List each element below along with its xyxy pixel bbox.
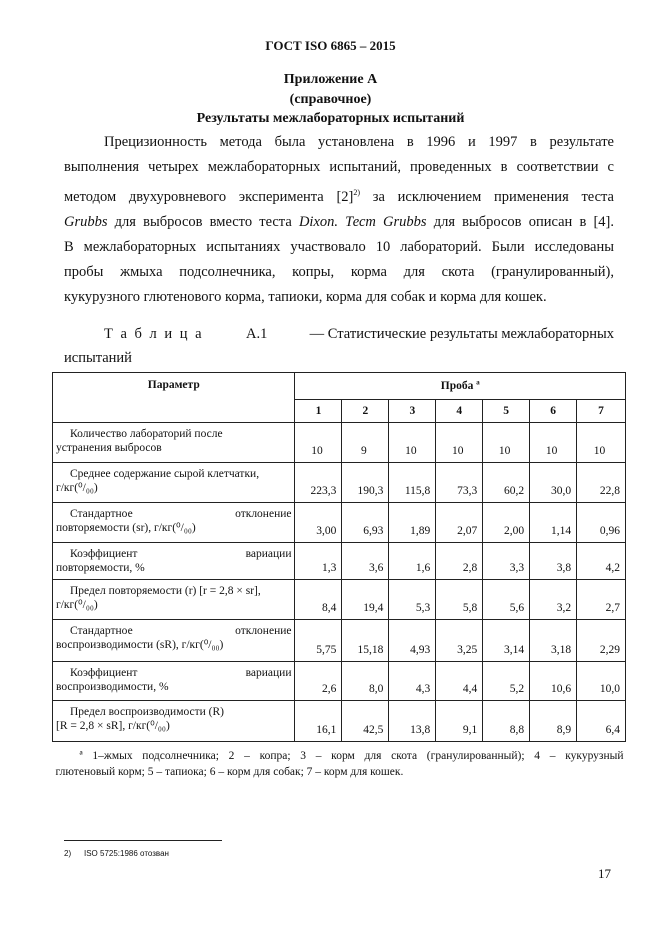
value-cell: 1,6 bbox=[389, 543, 436, 580]
table-footnote: ª 1–жмых подсолнечника; 2 – копра; 3 – корм для скота (гранулированный); 4 – кукурузный глютеновый корм; 5 – тапиока; 6 – корм для собак; 7 – корм для кошек. bbox=[53, 742, 626, 789]
value-cell: 60,2 bbox=[483, 463, 530, 503]
table-row bbox=[53, 463, 626, 503]
value-cell: 2,6 bbox=[295, 662, 342, 701]
sample-number: 1 bbox=[295, 400, 342, 423]
para-line: кукурузного глютенового корма, тапиоки, корма для собак и корма для кошек. bbox=[64, 288, 547, 305]
para-line: методом двухуровневого эксперимента $[2]^{2)}$ за исключением применения теста bbox=[64, 188, 614, 205]
sample-number: 4 bbox=[436, 400, 483, 423]
value-cell: 0,96 bbox=[577, 503, 626, 543]
value-cell: 6,93 bbox=[342, 503, 389, 543]
value-cell: 1,3 bbox=[295, 543, 342, 580]
page-number: 17 bbox=[598, 866, 611, 881]
table-row bbox=[53, 543, 626, 580]
document-header: ГОСТ ISO 6865 – 2015 bbox=[265, 38, 396, 53]
param-header: Параметр bbox=[53, 373, 295, 423]
caption-number: А.1 bbox=[245, 326, 268, 342]
body-paragraph bbox=[64, 130, 614, 310]
table-row bbox=[53, 423, 626, 463]
sample-number: 5 bbox=[483, 400, 530, 423]
value-cell: 6,4 bbox=[577, 701, 626, 742]
value-cell: 10 bbox=[530, 423, 577, 463]
table-row bbox=[53, 503, 626, 543]
table-row bbox=[53, 580, 626, 620]
value-cell: 15,18 bbox=[342, 620, 389, 662]
param-cell: Предел повторяемости (r) [r = 2,8 × sr], г/кг(⁰/₀₀) bbox=[53, 580, 295, 620]
value-cell: 9 bbox=[342, 423, 389, 463]
param-cell: Коэффициент вариации воспроизводимости, % bbox=[53, 662, 295, 701]
value-cell: 3,00 bbox=[295, 503, 342, 543]
value-cell: 190,3 bbox=[342, 463, 389, 503]
value-cell: 1,14 bbox=[530, 503, 577, 543]
para-line: В межлабораторных испытаниях участвовало 10 лабораторий. Были исследованы bbox=[64, 238, 614, 255]
sample-number: 2 bbox=[342, 400, 389, 423]
para-line: пробы жмыха подсолнечника, копры, корма для скота (гранулированный), bbox=[64, 263, 614, 280]
param-cell: Среднее содержание сырой клетчатки, г/кг(⁰/₀₀) bbox=[53, 463, 295, 503]
appendix-type: (справочное) bbox=[289, 92, 372, 107]
value-cell: 2,29 bbox=[577, 620, 626, 662]
param-cell: Коэффициент вариации повторяемости, % bbox=[53, 543, 295, 580]
sample-number: 6 bbox=[530, 400, 577, 423]
value-cell: 3,25 bbox=[436, 620, 483, 662]
value-cell: 5,75 bbox=[295, 620, 342, 662]
value-cell: 2,8 bbox=[436, 543, 483, 580]
value-cell: 3,14 bbox=[483, 620, 530, 662]
value-cell: 73,3 bbox=[436, 463, 483, 503]
value-cell: 5,2 bbox=[483, 662, 530, 701]
value-cell: 8,8 bbox=[483, 701, 530, 742]
value-cell: 10 bbox=[436, 423, 483, 463]
table-row bbox=[53, 662, 626, 701]
value-cell: 10 bbox=[577, 423, 626, 463]
value-cell: 42,5 bbox=[342, 701, 389, 742]
value-cell: 3,8 bbox=[530, 543, 577, 580]
value-cell: 223,3 bbox=[295, 463, 342, 503]
value-cell: 9,1 bbox=[436, 701, 483, 742]
appendix-subtitle: Результаты межлабораторных испытаний bbox=[196, 111, 465, 126]
value-cell: 2,00 bbox=[483, 503, 530, 543]
param-cell: Количество лабораторий после устранения выбросов bbox=[53, 423, 295, 463]
appendix-title: Приложение А bbox=[283, 72, 378, 87]
sample-number: 3 bbox=[389, 400, 436, 423]
value-cell: 10 bbox=[389, 423, 436, 463]
value-cell: 10 bbox=[295, 423, 342, 463]
value-cell: 115,8 bbox=[389, 463, 436, 503]
value-cell: 4,2 bbox=[577, 543, 626, 580]
value-cell: 19,4 bbox=[342, 580, 389, 620]
table-row bbox=[53, 620, 626, 662]
value-cell: 4,4 bbox=[436, 662, 483, 701]
value-cell: 3,6 bbox=[342, 543, 389, 580]
value-cell: 10 bbox=[483, 423, 530, 463]
value-cell: 5,6 bbox=[483, 580, 530, 620]
para-line: выполнения четырех межлабораторных испытаний, проведенных в соответствии с bbox=[64, 159, 614, 175]
param-cell: Стандартное отклонение повторяемости (sr), г/кг(⁰/₀₀) bbox=[53, 503, 295, 543]
value-cell: 5,3 bbox=[389, 580, 436, 620]
value-cell: 8,0 bbox=[342, 662, 389, 701]
value-cell: 8,9 bbox=[530, 701, 577, 742]
value-cell: 2,7 bbox=[577, 580, 626, 620]
value-cell: 1,89 bbox=[389, 503, 436, 543]
value-cell: 3,2 bbox=[530, 580, 577, 620]
param-cell: Предел воспроизводимости (R) [R = 2,8 × sR], г/кг(⁰/₀₀) bbox=[53, 701, 295, 742]
value-cell: 30,0 bbox=[530, 463, 577, 503]
value-cell: 10,0 bbox=[577, 662, 626, 701]
value-cell: 4,93 bbox=[389, 620, 436, 662]
sample-header: Проба ª bbox=[295, 373, 626, 400]
value-cell: 10,6 bbox=[530, 662, 577, 701]
caption-word: Т а б л и ц а bbox=[104, 326, 204, 342]
value-cell: 16,1 bbox=[295, 701, 342, 742]
value-cell: 3,18 bbox=[530, 620, 577, 662]
value-cell: 5,8 bbox=[436, 580, 483, 620]
table-row bbox=[53, 701, 626, 742]
sample-number: 7 bbox=[577, 400, 626, 423]
value-cell: 3,3 bbox=[483, 543, 530, 580]
caption-text: — Статистические результаты межлабораторных bbox=[309, 326, 614, 342]
page-footnote: 2) ISO 5725:1986 отозван bbox=[64, 849, 169, 858]
value-cell: 13,8 bbox=[389, 701, 436, 742]
footnote-separator bbox=[64, 840, 222, 841]
para-line: Прецизионность метода была установлена в 1996 и 1997 в результате bbox=[104, 134, 614, 150]
value-cell: 8,4 bbox=[295, 580, 342, 620]
value-cell: 2,07 bbox=[436, 503, 483, 543]
para-line: Grubbs для выбросов вместо теста Dixon. Тест Grubbs для выбросов описан в [4]. bbox=[64, 213, 614, 230]
value-cell: 22,8 bbox=[577, 463, 626, 503]
param-cell: Стандартное отклонение воспроизводимости (sR), г/кг(⁰/₀₀) bbox=[53, 620, 295, 662]
footnote-ref: 2) bbox=[353, 188, 361, 197]
value-cell: 4,3 bbox=[389, 662, 436, 701]
table-caption bbox=[64, 322, 614, 370]
results-table bbox=[52, 372, 626, 788]
caption-text-cont: испытаний bbox=[64, 350, 132, 366]
